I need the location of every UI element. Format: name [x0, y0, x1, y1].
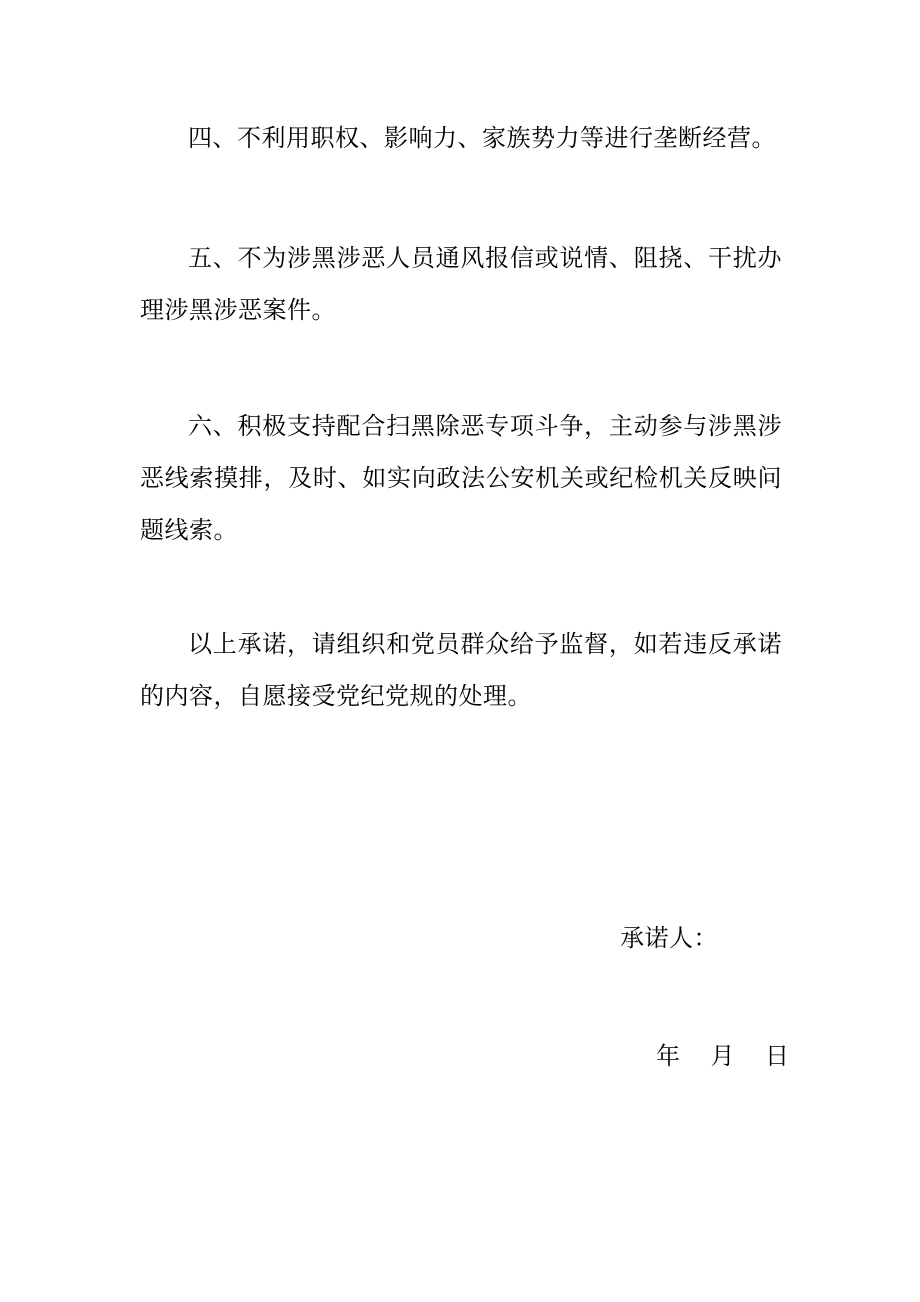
- signer-label: 承诺人：: [620, 924, 718, 952]
- commitment-statement: 以上承诺，请组织和党员群众给予监督，如若违反承诺的内容，自愿接受党纪党规的处理。: [140, 630, 782, 710]
- paragraph-item-5: 五、不为涉黑涉恶人员通风报信或说情、阻挠、干扰办理涉黑涉恶案件。: [140, 244, 782, 324]
- date-line: 年 月 日: [656, 1042, 790, 1070]
- paragraph-item-6: 六、积极支持配合扫黑除恶专项斗争，主动参与涉黑涉恶线索摸排，及时、如实向政法公安机关或纪检机关反映问题线索。: [140, 412, 782, 544]
- paragraph-item-4: 四、不利用职权、影响力、家族势力等进行垄断经营。: [188, 124, 776, 152]
